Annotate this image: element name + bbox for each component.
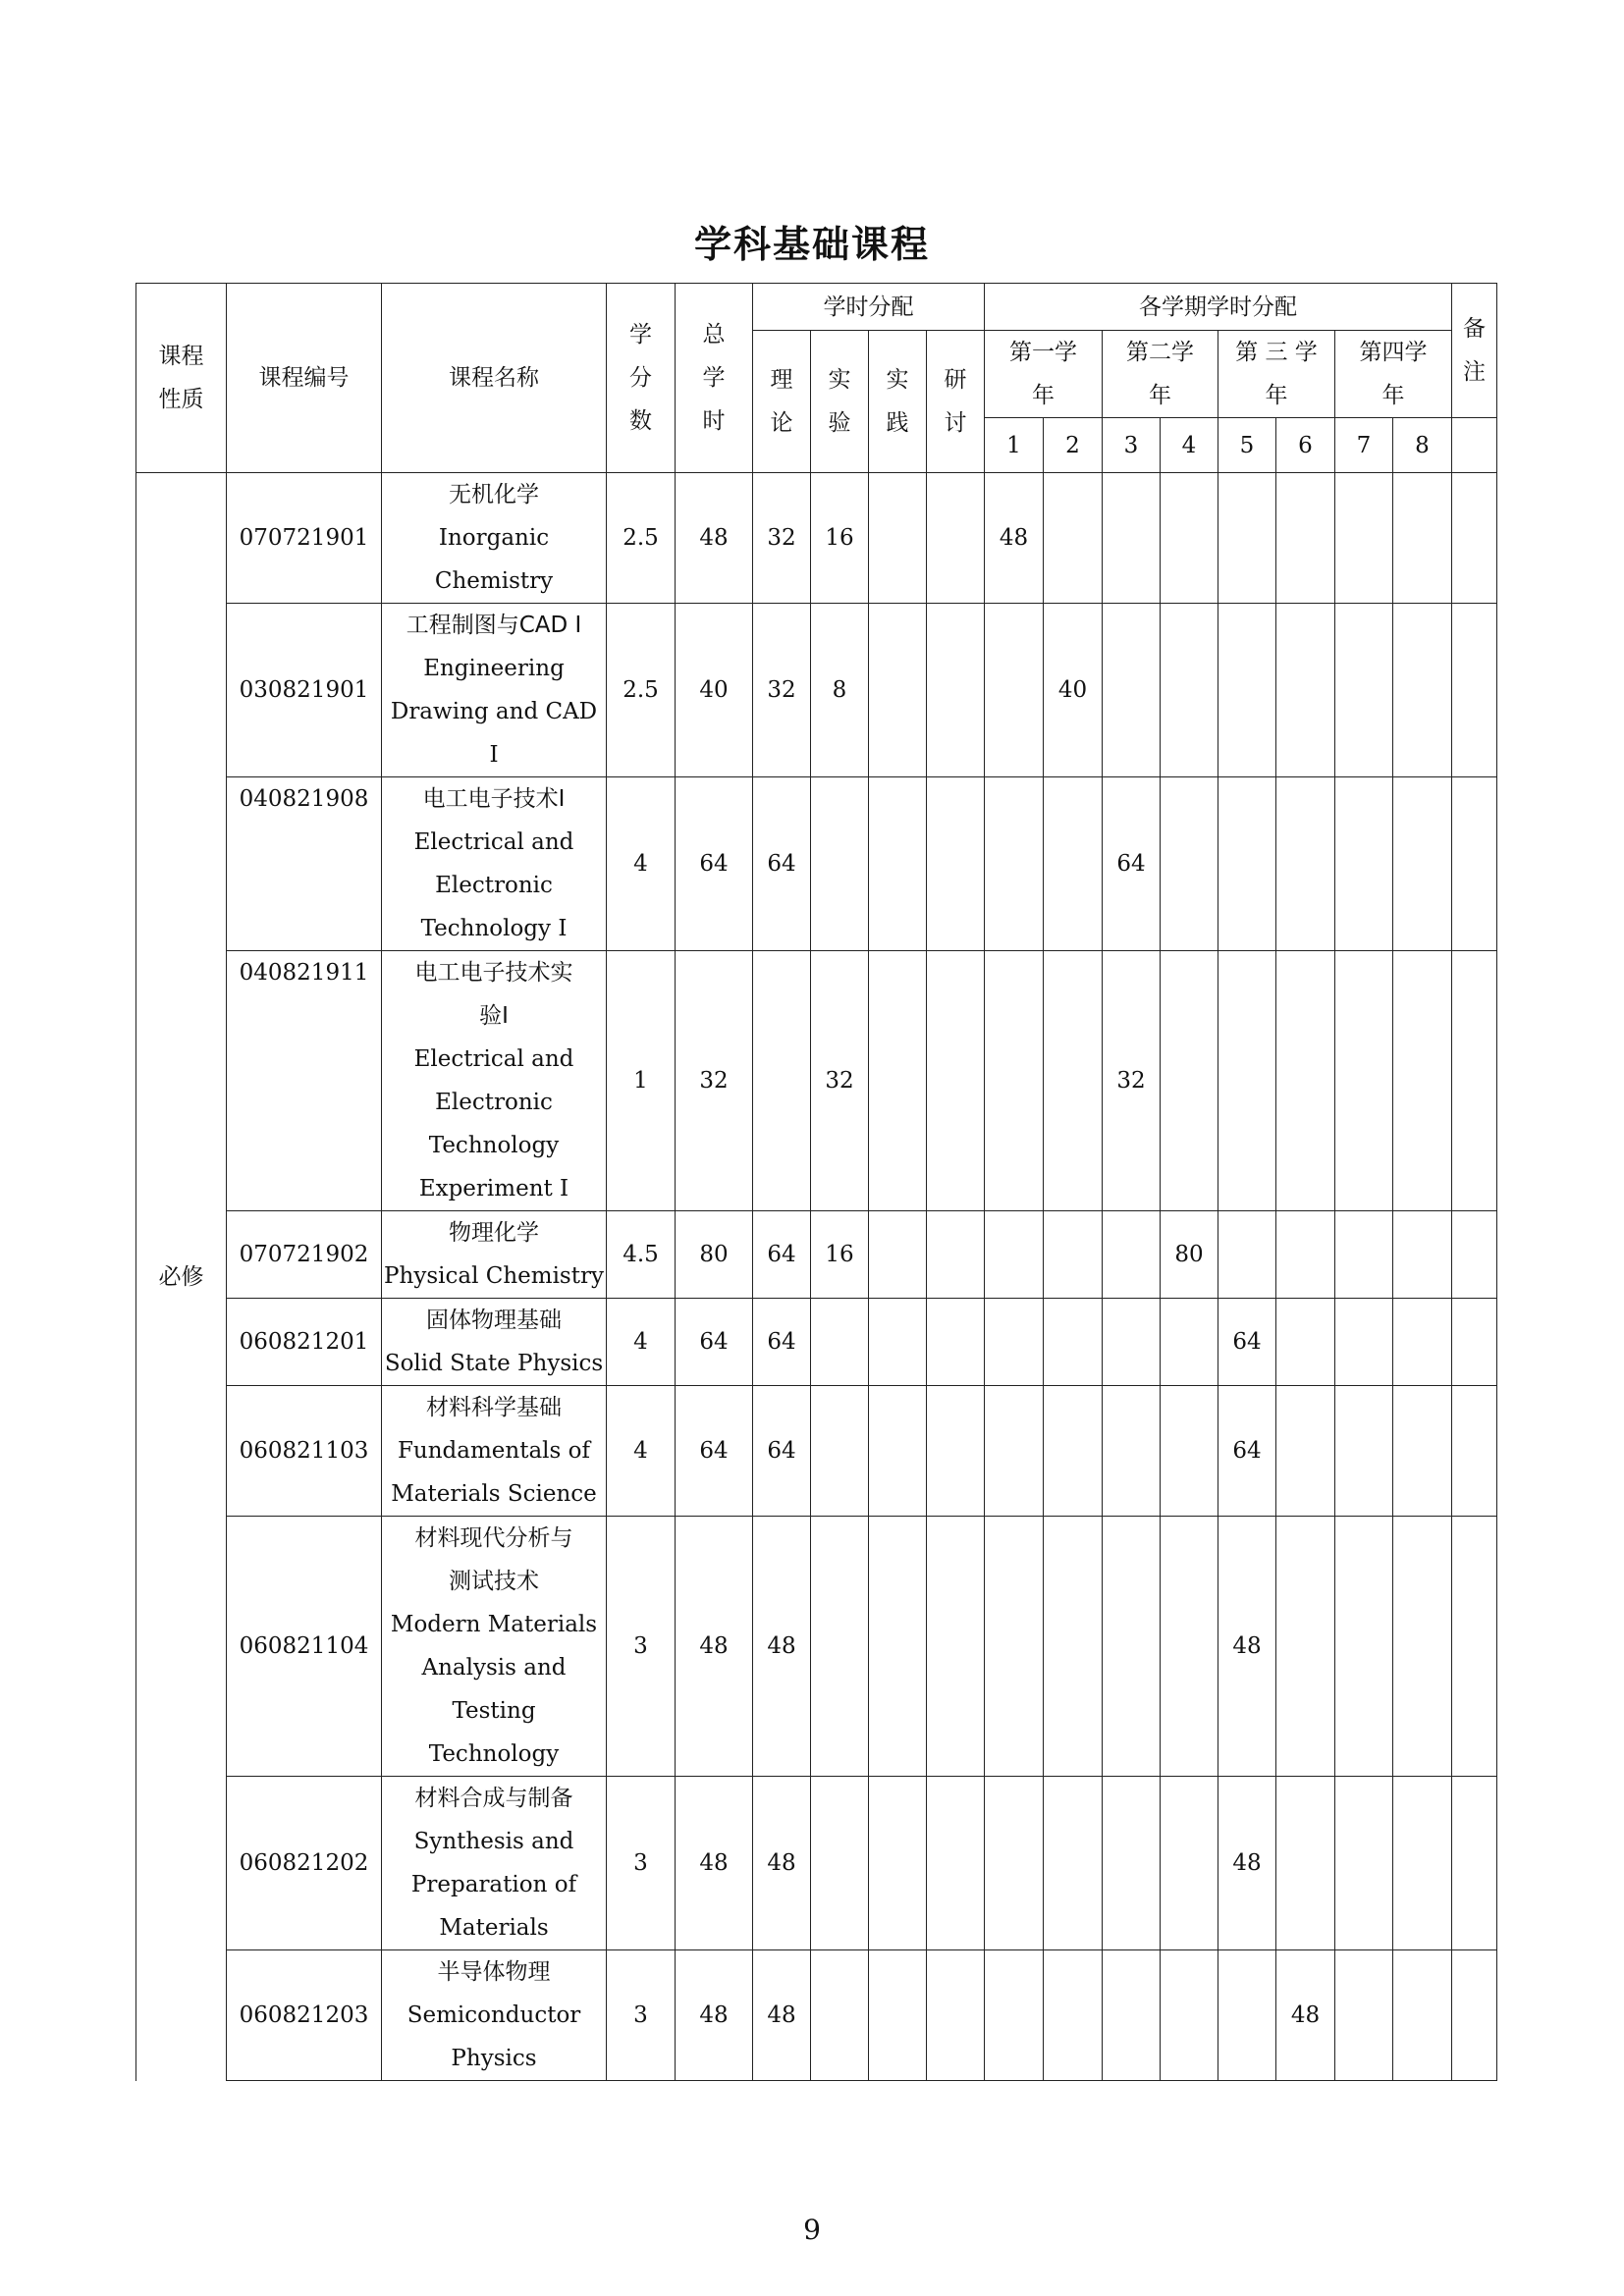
header-year-3: 第 三 学 年 [1218, 331, 1335, 418]
course-practice [869, 1950, 927, 2081]
course-semester-3: 32 [1103, 951, 1161, 1211]
course-name-line: Drawing and CAD [390, 699, 598, 724]
course-code: 060821104 [227, 1517, 382, 1777]
course-seminar [927, 1777, 985, 1950]
course-name-line: Fundamentals of [397, 1438, 591, 1464]
course-table [135, 283, 1497, 2081]
course-name-line: Materials [439, 1915, 549, 1941]
header-total-hours: 总 学 时 [676, 284, 753, 473]
course-remark [1452, 1299, 1497, 1386]
course-lab: 16 [811, 1211, 869, 1299]
course-semester-4 [1161, 1386, 1218, 1517]
course-lab [811, 1517, 869, 1777]
course-practice [869, 604, 927, 777]
course-remark [1452, 1950, 1497, 2081]
header-theory: 理 论 [753, 331, 811, 473]
course-total: 48 [676, 1777, 753, 1950]
course-semester-2 [1044, 1517, 1103, 1777]
course-credit: 3 [607, 1517, 676, 1777]
course-semester-6 [1276, 777, 1335, 951]
course-semester-1 [985, 1517, 1044, 1777]
course-semester-2 [1044, 1299, 1103, 1386]
course-semester-5: 64 [1218, 1386, 1276, 1517]
course-semester-8 [1393, 1777, 1452, 1950]
course-name-line: 无机化学 [449, 482, 539, 507]
course-semester-4 [1161, 1777, 1218, 1950]
header-semester-1: 1 [985, 418, 1044, 473]
header-semester-5: 5 [1218, 418, 1276, 473]
course-seminar [927, 1386, 985, 1517]
course-total: 48 [676, 1950, 753, 2081]
course-total: 32 [676, 951, 753, 1211]
course-name [382, 777, 607, 951]
course-remark [1452, 473, 1497, 604]
course-credit: 2.5 [607, 604, 676, 777]
course-row [136, 1386, 1497, 1517]
course-semester-6 [1276, 1777, 1335, 1950]
course-code: 040821911 [227, 951, 382, 1211]
course-name-line: 电工电子技术Ⅰ [422, 786, 566, 812]
course-semester-3 [1103, 604, 1161, 777]
course-row [136, 1211, 1497, 1299]
course-seminar [927, 604, 985, 777]
header-course-nature: 课程 性质 [136, 284, 227, 473]
course-semester-6 [1276, 951, 1335, 1211]
header-seminar: 研 讨 [927, 331, 985, 473]
course-name-line: Solid State Physics [384, 1351, 604, 1376]
course-semester-1 [985, 604, 1044, 777]
course-credit: 4.5 [607, 1211, 676, 1299]
course-lab: 8 [811, 604, 869, 777]
page-number: 9 [803, 2214, 821, 2246]
course-row [136, 1517, 1497, 1777]
course-name-line: Semiconductor [406, 2002, 581, 2028]
course-name-line: Modern Materials [390, 1612, 598, 1637]
course-semester-1: 48 [985, 473, 1044, 604]
header-year-1: 第一学 年 [985, 331, 1103, 418]
course-theory: 32 [753, 604, 811, 777]
header-hour-allocation: 学时分配 [753, 284, 985, 331]
course-semester-5: 64 [1218, 1299, 1276, 1386]
header-semester-8: 8 [1393, 418, 1452, 473]
course-code: 060821103 [227, 1386, 382, 1517]
course-semester-5 [1218, 1211, 1276, 1299]
course-code: 060821201 [227, 1299, 382, 1386]
course-lab [811, 1950, 869, 2081]
course-name-line: Inorganic [438, 525, 550, 551]
course-name-line: 电工电子技术实 [414, 960, 573, 986]
course-semester-6 [1276, 1517, 1335, 1777]
course-credit: 4 [607, 777, 676, 951]
course-semester-1 [985, 1386, 1044, 1517]
course-name-line: Electrical and [413, 829, 574, 855]
course-semester-8 [1393, 951, 1452, 1211]
course-name [382, 1517, 607, 1777]
course-theory: 64 [753, 1211, 811, 1299]
course-credit: 3 [607, 1950, 676, 2081]
course-remark [1452, 777, 1497, 951]
course-remark [1452, 604, 1497, 777]
course-lab [811, 1299, 869, 1386]
course-semester-3 [1103, 1299, 1161, 1386]
course-remark [1452, 951, 1497, 1211]
course-name-line: 材料合成与制备 [414, 1786, 573, 1811]
course-semester-2 [1044, 1950, 1103, 2081]
course-practice [869, 1211, 927, 1299]
course-name [382, 1386, 607, 1517]
course-seminar [927, 1299, 985, 1386]
course-name-line: 材料科学基础 [426, 1395, 562, 1420]
course-name-line: I [489, 742, 499, 768]
course-semester-2 [1044, 777, 1103, 951]
course-name-line: Preparation of [410, 1872, 577, 1897]
course-row [136, 1299, 1497, 1386]
course-semester-6 [1276, 604, 1335, 777]
course-semester-8 [1393, 473, 1452, 604]
course-theory: 64 [753, 1386, 811, 1517]
course-row [136, 951, 1497, 1211]
course-code: 070721902 [227, 1211, 382, 1299]
course-lab: 32 [811, 951, 869, 1211]
course-semester-7 [1335, 1777, 1393, 1950]
course-code: 030821901 [227, 604, 382, 777]
course-name-line: Analysis and [421, 1655, 567, 1681]
course-semester-1 [985, 1299, 1044, 1386]
course-semester-5 [1218, 951, 1276, 1211]
course-semester-4 [1161, 951, 1218, 1211]
course-total: 64 [676, 1386, 753, 1517]
course-name-line: Physics [451, 2046, 537, 2071]
course-name-line: Technology [428, 1133, 560, 1158]
course-name [382, 604, 607, 777]
course-semester-6 [1276, 1211, 1335, 1299]
course-semester-7 [1335, 951, 1393, 1211]
header-practice: 实 践 [869, 331, 927, 473]
course-semester-8 [1393, 777, 1452, 951]
course-name [382, 1299, 607, 1386]
course-seminar [927, 1211, 985, 1299]
course-semester-5 [1218, 604, 1276, 777]
course-seminar [927, 473, 985, 604]
header-semester-3: 3 [1103, 418, 1161, 473]
course-code: 040821908 [227, 777, 382, 951]
course-theory: 64 [753, 777, 811, 951]
header-remark-blank [1452, 418, 1497, 473]
header-semester-6: 6 [1276, 418, 1335, 473]
header-remark: 备 注 [1452, 284, 1497, 418]
course-remark [1452, 1777, 1497, 1950]
course-total: 48 [676, 1517, 753, 1777]
course-remark [1452, 1386, 1497, 1517]
course-semester-8 [1393, 1950, 1452, 2081]
course-theory: 48 [753, 1950, 811, 2081]
course-theory: 32 [753, 473, 811, 604]
course-name-line: Synthesis and [413, 1829, 574, 1854]
course-semester-3 [1103, 1211, 1161, 1299]
course-theory: 64 [753, 1299, 811, 1386]
course-practice [869, 1777, 927, 1950]
course-semester-4 [1161, 1517, 1218, 1777]
course-practice [869, 1299, 927, 1386]
course-name [382, 1950, 607, 2081]
course-name [382, 1777, 607, 1950]
course-semester-6 [1276, 1386, 1335, 1517]
header-semester-allocation: 各学期学时分配 [985, 284, 1452, 331]
course-remark [1452, 1517, 1497, 1777]
course-name [382, 951, 607, 1211]
course-seminar [927, 951, 985, 1211]
course-semester-6 [1276, 1299, 1335, 1386]
header-semester-2: 2 [1044, 418, 1103, 473]
course-table-wrapper [135, 283, 1497, 2081]
course-name-line: Electronic [435, 1090, 553, 1115]
course-semester-1 [985, 951, 1044, 1211]
course-row [136, 777, 1497, 951]
course-practice [869, 473, 927, 604]
course-semester-5 [1218, 1950, 1276, 2081]
course-semester-8 [1393, 1517, 1452, 1777]
course-credit: 2.5 [607, 473, 676, 604]
course-semester-4 [1161, 1950, 1218, 2081]
course-practice [869, 1386, 927, 1517]
course-practice [869, 1517, 927, 1777]
course-total: 40 [676, 604, 753, 777]
course-semester-3 [1103, 1777, 1161, 1950]
course-remark [1452, 1211, 1497, 1299]
course-nature-cell: 必修 [136, 473, 227, 2081]
course-credit: 4 [607, 1299, 676, 1386]
header-row-1 [136, 284, 1497, 331]
course-row [136, 1950, 1497, 2081]
course-seminar [927, 1950, 985, 2081]
course-semester-3: 64 [1103, 777, 1161, 951]
course-semester-7 [1335, 1950, 1393, 2081]
header-year-2: 第二学 年 [1103, 331, 1218, 418]
course-name-line: Electronic [435, 873, 553, 898]
course-semester-5 [1218, 777, 1276, 951]
course-semester-3 [1103, 1517, 1161, 1777]
course-semester-6 [1276, 473, 1335, 604]
course-semester-7 [1335, 1386, 1393, 1517]
course-lab [811, 777, 869, 951]
course-semester-4 [1161, 777, 1218, 951]
course-total: 48 [676, 473, 753, 604]
course-semester-4: 80 [1161, 1211, 1218, 1299]
course-name-line: Technology Ⅰ [420, 916, 568, 941]
course-semester-1 [985, 1211, 1044, 1299]
course-semester-7 [1335, 604, 1393, 777]
course-semester-4 [1161, 473, 1218, 604]
course-name-line: Experiment Ⅰ [418, 1176, 569, 1201]
course-semester-1 [985, 1777, 1044, 1950]
course-name-line: Physical Chemistry [384, 1263, 604, 1289]
course-semester-8 [1393, 604, 1452, 777]
course-practice [869, 951, 927, 1211]
header-credits: 学 分 数 [607, 284, 676, 473]
page-title: 学科基础课程 [693, 223, 930, 266]
course-total: 80 [676, 1211, 753, 1299]
course-semester-2 [1044, 1777, 1103, 1950]
course-name-line: Chemistry [434, 568, 554, 594]
course-semester-2 [1044, 951, 1103, 1211]
course-name-line: 物理化学 [449, 1220, 539, 1246]
course-row [136, 473, 1497, 604]
course-credit: 1 [607, 951, 676, 1211]
course-semester-7 [1335, 473, 1393, 604]
course-name-line: 半导体物理 [437, 1959, 551, 1985]
course-credit: 3 [607, 1777, 676, 1950]
course-semester-1 [985, 777, 1044, 951]
course-name-line: Technology [428, 1741, 560, 1767]
course-semester-2 [1044, 1211, 1103, 1299]
course-practice [869, 777, 927, 951]
course-lab [811, 1777, 869, 1950]
course-semester-7 [1335, 1211, 1393, 1299]
course-theory: 48 [753, 1777, 811, 1950]
course-name-line: 测试技术 [449, 1569, 539, 1594]
course-semester-5 [1218, 473, 1276, 604]
course-name-line: 工程制图与CAD I [406, 613, 582, 638]
course-semester-8 [1393, 1386, 1452, 1517]
course-name-line: 固体物理基础 [426, 1308, 562, 1333]
course-semester-6: 48 [1276, 1950, 1335, 2081]
course-semester-5: 48 [1218, 1777, 1276, 1950]
course-semester-3 [1103, 473, 1161, 604]
course-semester-3 [1103, 1950, 1161, 2081]
course-name [382, 473, 607, 604]
course-semester-5: 48 [1218, 1517, 1276, 1777]
course-semester-8 [1393, 1211, 1452, 1299]
course-semester-8 [1393, 1299, 1452, 1386]
course-semester-7 [1335, 1299, 1393, 1386]
course-semester-2: 40 [1044, 604, 1103, 777]
course-name-line: 材料现代分析与 [414, 1525, 573, 1551]
course-lab [811, 1386, 869, 1517]
course-seminar [927, 1517, 985, 1777]
course-name-line: Engineering [423, 656, 565, 681]
course-total: 64 [676, 1299, 753, 1386]
header-semester-4: 4 [1161, 418, 1218, 473]
course-name-line: Testing [452, 1698, 536, 1724]
course-name [382, 1211, 607, 1299]
course-total: 64 [676, 777, 753, 951]
course-code: 060821202 [227, 1777, 382, 1950]
course-semester-1 [985, 1950, 1044, 2081]
course-semester-2 [1044, 473, 1103, 604]
header-course-code: 课程编号 [227, 284, 382, 473]
course-theory [753, 951, 811, 1211]
course-credit: 4 [607, 1386, 676, 1517]
header-lab: 实 验 [811, 331, 869, 473]
course-row [136, 604, 1497, 777]
course-semester-2 [1044, 1386, 1103, 1517]
course-name-line: 验Ⅰ [479, 1003, 509, 1029]
course-semester-4 [1161, 604, 1218, 777]
header-semester-7: 7 [1335, 418, 1393, 473]
course-lab: 16 [811, 473, 869, 604]
course-code: 070721901 [227, 473, 382, 604]
header-year-4: 第四学 年 [1335, 331, 1452, 418]
course-semester-3 [1103, 1386, 1161, 1517]
course-name-line: Electrical and [413, 1046, 574, 1072]
course-row [136, 1777, 1497, 1950]
course-seminar [927, 777, 985, 951]
header-course-name: 课程名称 [382, 284, 607, 473]
course-semester-7 [1335, 1517, 1393, 1777]
course-semester-7 [1335, 777, 1393, 951]
course-name-line: Materials Science [391, 1481, 597, 1507]
course-theory: 48 [753, 1517, 811, 1777]
course-code: 060821203 [227, 1950, 382, 2081]
course-semester-4 [1161, 1299, 1218, 1386]
